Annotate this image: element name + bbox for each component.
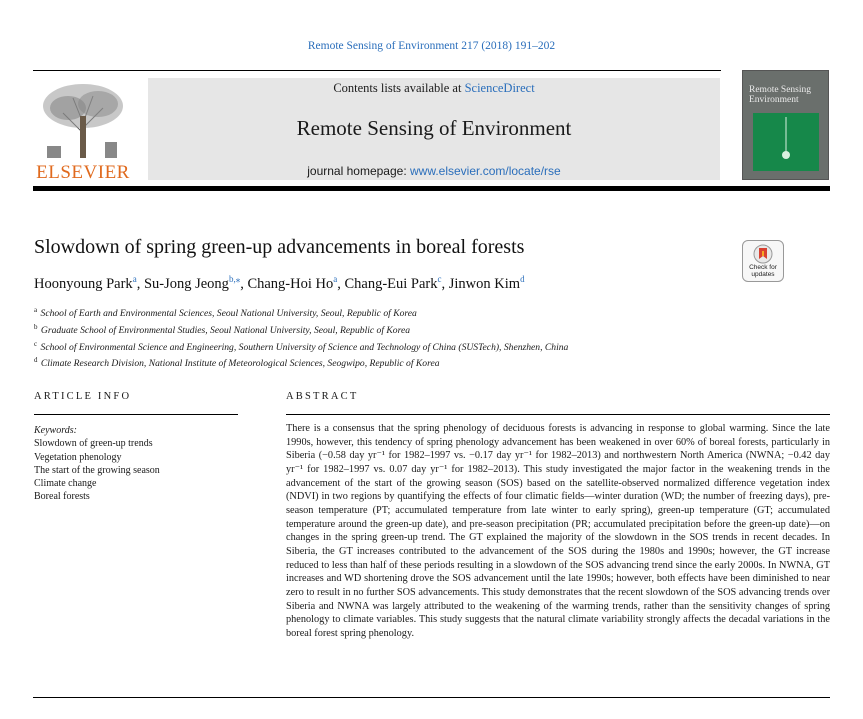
keyword: Slowdown of green-up trends	[34, 438, 153, 450]
affiliation	[34, 338, 568, 355]
keywords-list	[34, 424, 160, 504]
elsevier-tree-icon	[33, 78, 133, 160]
keyword: The start of the growing season	[34, 464, 160, 476]
affiliation-mark: d	[34, 356, 38, 365]
author-affiliation-mark[interactable]: c	[437, 274, 442, 284]
article-title: Slowdown of spring green-up advancements in boreal forests	[34, 236, 525, 258]
author-affiliation-mark[interactable]: d	[520, 274, 525, 284]
homepage-link[interactable]: www.elsevier.com/locate/rse	[410, 164, 561, 178]
journal-cover[interactable]	[742, 70, 829, 180]
author-name[interactable]: Hoonyoung Park	[34, 275, 133, 292]
top-rule	[33, 70, 721, 71]
author-name[interactable]: Chang-Hoi Ho	[247, 275, 334, 292]
article-info-rule	[34, 414, 238, 415]
affiliation	[34, 304, 568, 321]
affiliation-text: Climate Research Division, National Institute of Meteorological Sciences, Seogwipo, Republic of Korea	[40, 358, 440, 370]
check-for-updates-icon	[753, 244, 773, 264]
homepage-line	[148, 164, 720, 178]
affiliation-mark: b	[34, 322, 38, 331]
cover-title: Remote Sensing Environment	[749, 85, 812, 105]
author-list: Hoonyoung Park$^a$, Su-Jong Jeong$^{b,⁎}$, Chang-Hoi Ho$^a$, Chang-Eui Park$^c$, Jinwon Kim$^d$	[34, 274, 525, 292]
affiliation-text: School of Earth and Environmental Sciences, Seoul National University, Seoul, Republic of Korea	[40, 308, 417, 320]
sciencedirect-link[interactable]: ScienceDirect	[464, 81, 535, 95]
journal-citation[interactable]: Remote Sensing of Environment 217 (2018) 191–202	[307, 40, 556, 52]
author-name[interactable]: Chang-Eui Park	[344, 275, 438, 292]
contents-line	[148, 81, 720, 96]
abstract-rule	[286, 414, 830, 415]
journal-header-box	[148, 78, 720, 180]
abstract-heading: ABSTRACT	[286, 391, 359, 402]
header-thick-rule	[33, 186, 830, 191]
author-name[interactable]: Jinwon Kim	[448, 275, 521, 292]
cover-art	[753, 113, 819, 171]
keyword: Climate change	[34, 478, 97, 490]
affiliation-list	[34, 304, 568, 371]
publisher-name: ELSEVIER	[36, 162, 130, 183]
keyword: Vegetation phenology	[34, 451, 122, 463]
contents-prefix: Contents lists available at	[333, 81, 465, 95]
homepage-prefix: journal homepage:	[307, 164, 410, 178]
affiliation	[34, 354, 568, 371]
affiliation-text: Graduate School of Environmental Studies, Seoul National University, Seoul, Republic of Korea	[40, 324, 411, 336]
abstract-text: There is a consensus that the spring phenology of deciduous forests is advancing in response to global warming. Since the late 1990s, however, this tendency of spring phenology advancement has been weakened in over 60% of boreal forests, particularly in Siberia (−0.58 day yr⁻¹ for 1982–1997 vs. −0.17 day yr⁻¹ for 1982–2013) and northwestern North America (NWNA; −0.42 day yr⁻¹ for 1982–1997 vs. 0.07 day yr⁻¹ for 1982–2013). This study investigated the major factor in the weakening trends in the advancement of the start of the growing season (SOS) based on the satellite-observed normalized difference vegetation index (NDVI) in two regions by quantifying the effects of four climatic fields—winter duration (WD; the number of freezing days), pre-season temperature (PT; accumulated temperature from late winter to early spring), green-up temperature (GT; accumulated temperature around the green-up date), and pre-season precipitation (PR; accumulated precipitation before the green-up date)—on changes in the spring green-up trend. The GT explained the majority of the slowdown in the SOS trends in recent decades. In Siberia, the GT increases contributed to the advancement of the SOS during the 1980s and 1990s; however, the GT increase reduced to less than half of these periods resulting in a slowdown of the SOS advancing trend since the early 2000s. In NWNA, GT increases and WD shortening drove the SOS advancement until the late 1990s; however, both effects have been diminished to near zero to result in no further SOS advancements. This study demonstrates that the recent slowdown of the SOS advancing trends over Siberia and NWNA was largely attributed to the weakening of the warming trends, rather than the sensitivity changes of spring phenology to climate variables. This study suggests that the natural climate variability strongly affects the decadal variations in the boreal forest spring phenology.	[286, 423, 830, 639]
author-name[interactable]: Su-Jong Jeong	[143, 275, 229, 292]
article-info-heading: ARTICLE INFO	[34, 391, 132, 402]
author-affiliation-mark[interactable]: a	[132, 274, 137, 284]
check-for-updates-badge[interactable]	[742, 240, 784, 282]
keyword: Boreal forests	[34, 491, 90, 503]
author-affiliation-mark[interactable]: b,⁎	[228, 274, 241, 284]
bottom-rule	[33, 697, 830, 698]
author-affiliation-mark[interactable]: a	[333, 274, 338, 284]
check-for-updates-label: Check for updates	[749, 264, 777, 278]
keywords-label: Keywords:	[34, 425, 77, 436]
publisher-logo[interactable]	[33, 78, 133, 184]
journal-title: Remote Sensing of Environment	[296, 116, 572, 140]
affiliation-text: School of Environmental Science and Engineering, Southern University of Science and Technology of China (SUSTech), Shenzhen, China	[40, 341, 569, 353]
affiliation-mark: c	[34, 339, 38, 348]
affiliation	[34, 321, 568, 338]
affiliation-mark: a	[34, 306, 38, 314]
